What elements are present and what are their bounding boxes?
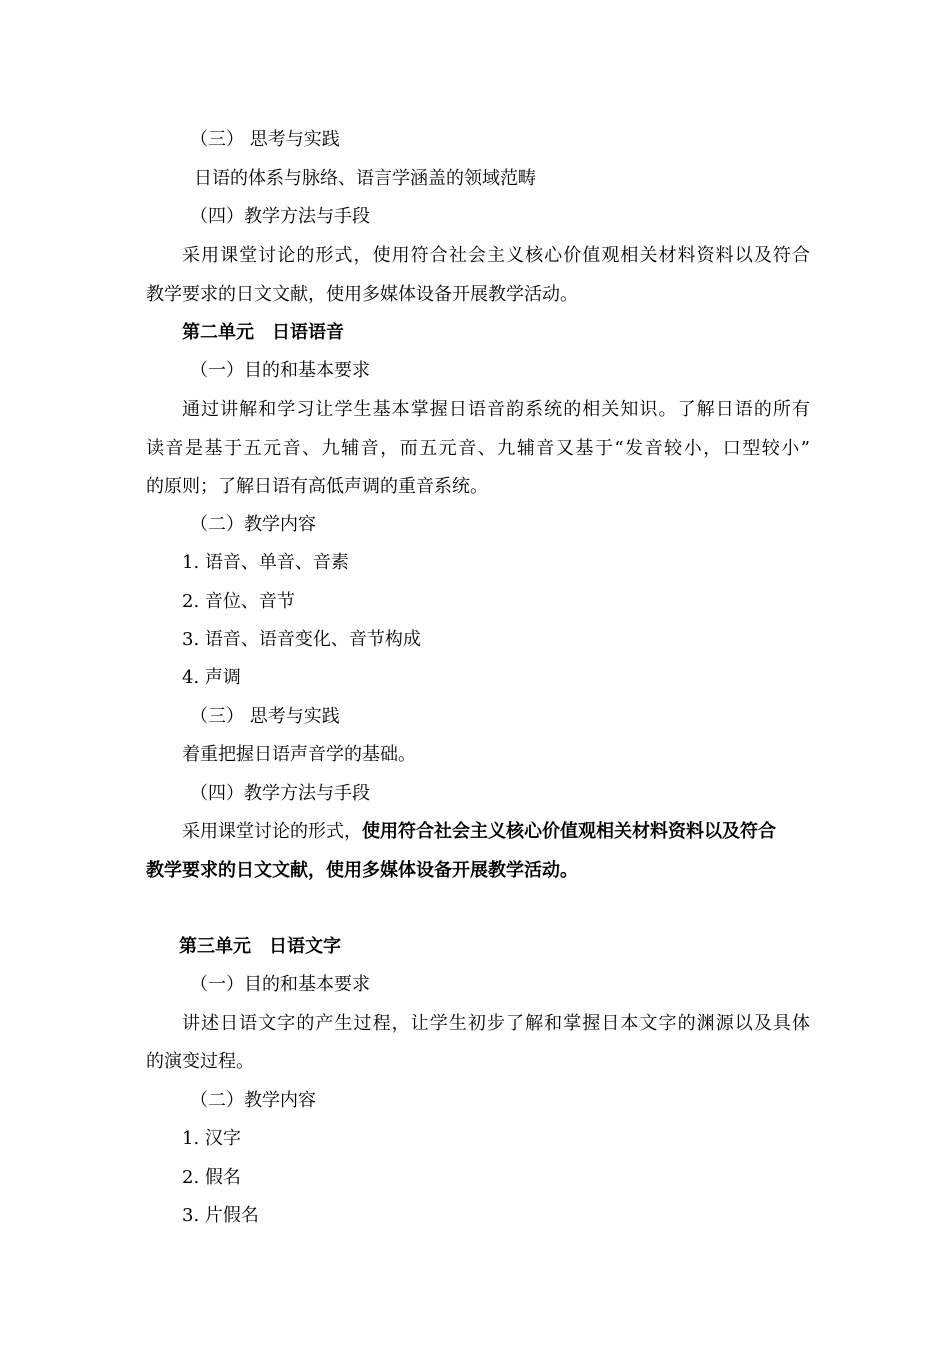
section-heading-goal: （一）目的和基本要求 bbox=[190, 974, 370, 995]
paragraph-method-line-2: 教学要求的日文文献，使用多媒体设备开展教学活动。 bbox=[146, 860, 578, 881]
paragraph-goal-line-3: 的原则；了解日语有高低声调的重音系统。 bbox=[146, 476, 488, 497]
section-heading-content: （二）教学内容 bbox=[190, 514, 316, 535]
list-item: 4. 声调 bbox=[182, 667, 241, 688]
paragraph-think: 日语的体系与脉络、语言学涵盖的领域范畴 bbox=[194, 168, 536, 189]
paragraph-think: 着重把握日语声音学的基础。 bbox=[182, 744, 416, 765]
list-item: 2. 音位、音节 bbox=[182, 591, 295, 612]
paragraph-method-line-2: 教学要求的日文文献，使用多媒体设备开展教学活动。 bbox=[146, 284, 578, 305]
paragraph-goal-line-1: 通过讲解和学习让学生基本掌握日语音韵系统的相关知识。了解日语的所有 bbox=[182, 399, 810, 420]
paragraph-goal-line-2: 的演变过程。 bbox=[146, 1051, 254, 1072]
section-heading-method: （四）教学方法与手段 bbox=[190, 783, 370, 804]
list-item: 2. 假名 bbox=[182, 1167, 241, 1188]
section-heading-method: （四）教学方法与手段 bbox=[190, 206, 370, 227]
unit-title: 第三单元 日语文字 bbox=[179, 936, 341, 957]
paragraph-method-line-1 bbox=[182, 820, 776, 844]
paragraph-goal-line-1: 讲述日语文字的产生过程，让学生初步了解和掌握日本文字的渊源以及具体 bbox=[182, 1013, 810, 1034]
section-heading-think: （三） 思考与实践 bbox=[190, 706, 340, 727]
list-item: 1. 汉字 bbox=[182, 1128, 241, 1149]
list-item: 3. 语音、语音变化、音节构成 bbox=[182, 629, 421, 650]
section-heading-think: （三） 思考与实践 bbox=[190, 129, 340, 150]
list-item: 1. 语音、单音、音素 bbox=[182, 552, 349, 573]
paragraph-method-bold: 使用符合社会主义核心价值观相关材料资料以及符合 bbox=[362, 821, 776, 842]
list-item: 3. 片假名 bbox=[182, 1205, 259, 1226]
section-heading-content: （二）教学内容 bbox=[190, 1090, 316, 1111]
paragraph-method-line-1: 采用课堂讨论的形式，使用符合社会主义核心价值观相关材料资料以及符合 bbox=[182, 245, 810, 266]
paragraph-goal-line-2: 读音是基于五元音、九辅音，而五元音、九辅音又基于“发音较小，口型较小” bbox=[146, 438, 810, 459]
section-heading-goal: （一）目的和基本要求 bbox=[190, 360, 370, 381]
paragraph-method-plain: 采用课堂讨论的形式， bbox=[182, 821, 362, 842]
unit-title: 第二单元 日语语音 bbox=[182, 322, 344, 343]
